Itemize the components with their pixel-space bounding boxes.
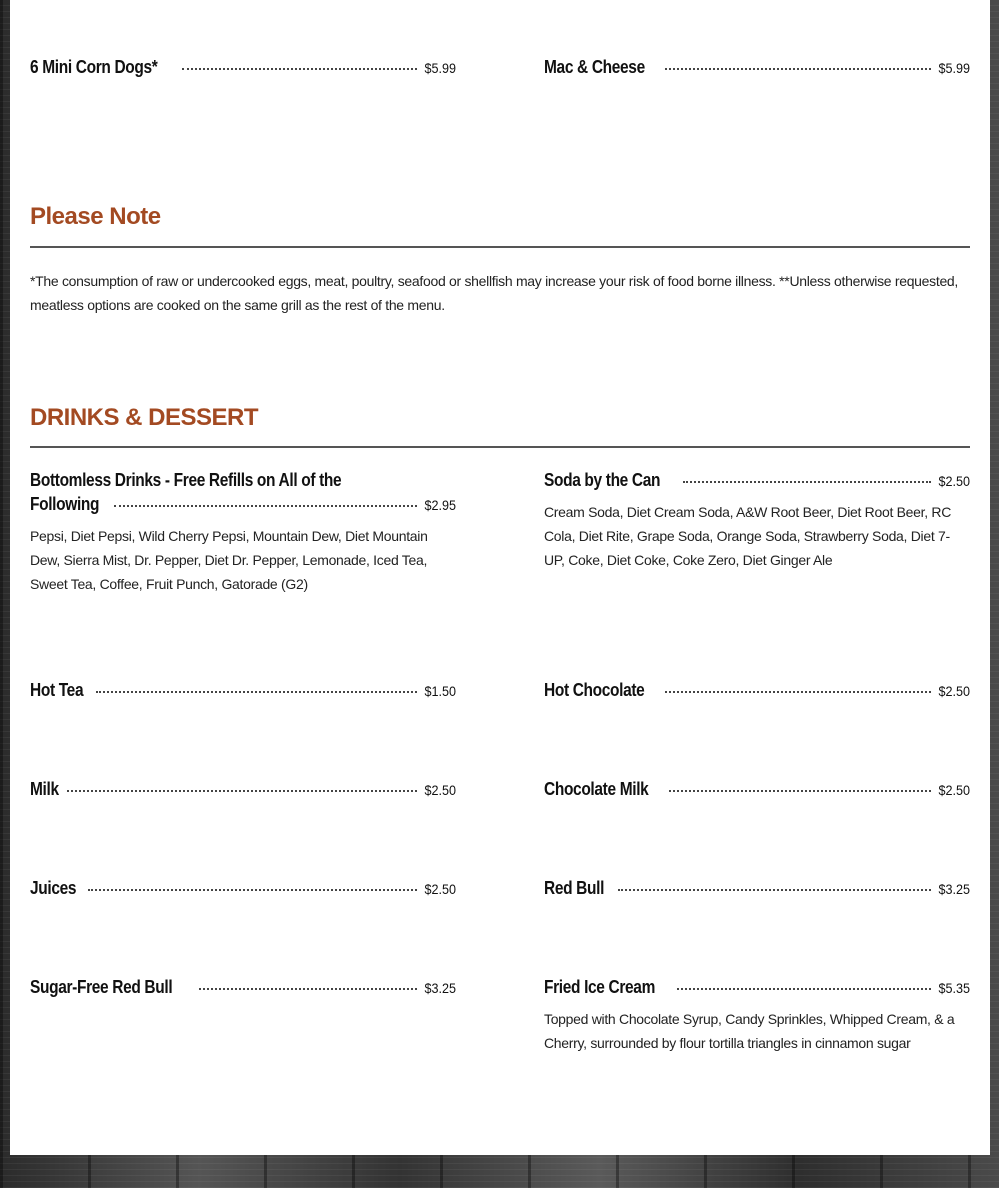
- item-price: $5.35: [938, 980, 970, 996]
- item-name: Hot Chocolate: [544, 680, 645, 700]
- menu-item: [30, 977, 456, 998]
- menu-item: [30, 470, 456, 596]
- item-name: Chocolate Milk: [544, 779, 649, 799]
- dot-leader: [618, 889, 931, 891]
- item-name: Mac & Cheese: [544, 57, 645, 77]
- item-description: Topped with Chocolate Syrup, Candy Sprinkles, Whipped Cream, & a Cherry, surrounded by flour tortilla triangles in cinnamon sugar: [544, 1011, 955, 1051]
- item-name: Juices: [30, 878, 77, 898]
- dot-leader: [665, 68, 931, 70]
- item-name: Red Bull: [544, 878, 605, 898]
- dot-leader: [96, 691, 417, 693]
- dot-leader: [114, 505, 417, 507]
- note-text: *The consumption of raw or undercooked eggs, meat, poultry, seafood or shellfish may increase your risk of food borne illness. **Unless otherwise requested, meatless options are cooked on the same grill as the rest of the menu.: [30, 273, 958, 313]
- item-name: Fried Ice Cream: [544, 977, 655, 997]
- item-name: Milk: [30, 779, 59, 799]
- item-price: $2.50: [938, 473, 970, 489]
- item-name: Bottomless Drinks - Free Refills on All of the: [30, 470, 342, 490]
- item-name: Sugar-Free Red Bull: [30, 977, 173, 997]
- item-price: $3.25: [938, 881, 970, 897]
- menu-item: [30, 779, 456, 800]
- menu-item: [30, 680, 456, 701]
- dot-leader: [677, 988, 931, 990]
- dot-leader: [199, 988, 417, 990]
- item-description: Pepsi, Diet Pepsi, Wild Cherry Pepsi, Mountain Dew, Diet Mountain Dew, Sierra Mist, Dr. Pepper, Diet Dr. Pepper, Lemonade, Iced Tea, Sweet Tea, Coffee, Fruit Punch, Gatorade (G2): [30, 528, 428, 592]
- item-price: $5.99: [424, 60, 456, 76]
- menu-item: [544, 878, 970, 899]
- item-price: $2.50: [424, 782, 456, 798]
- section-divider: [30, 246, 970, 248]
- item-price: $3.25: [424, 980, 456, 996]
- menu-item: [30, 878, 456, 899]
- item-name: Hot Tea: [30, 680, 84, 700]
- menu-item: [544, 57, 970, 78]
- dot-leader: [683, 481, 931, 483]
- section-title-please-note: Please Note: [30, 203, 161, 230]
- section-divider: [30, 446, 970, 448]
- item-price: $2.50: [938, 782, 970, 798]
- section-title-drinks-dessert: DRINKS & DESSERT: [30, 404, 259, 431]
- menu-item: [544, 680, 970, 701]
- item-name: Soda by the Can: [544, 470, 661, 490]
- item-price: $1.50: [424, 683, 456, 699]
- item-price: $2.50: [424, 881, 456, 897]
- menu-item: [544, 470, 970, 572]
- dot-leader: [88, 889, 417, 891]
- menu-item: [544, 779, 970, 800]
- item-description: Cream Soda, Diet Cream Soda, A&W Root Beer, Diet Root Beer, RC Cola, Diet Rite, Grape Soda, Orange Soda, Strawberry Soda, Diet 7-UP, Coke, Diet Coke, Coke Zero, Diet Ginger Ale: [544, 504, 952, 568]
- item-name: 6 Mini Corn Dogs*: [30, 57, 158, 77]
- dot-leader: [669, 790, 931, 792]
- menu-page: [10, 0, 990, 1155]
- dot-leader: [182, 68, 417, 70]
- menu-item: [30, 57, 456, 78]
- dot-leader: [665, 691, 931, 693]
- item-price: $5.99: [938, 60, 970, 76]
- menu-item: [544, 977, 970, 1055]
- dot-leader: [67, 790, 417, 792]
- item-price: $2.50: [938, 683, 970, 699]
- item-name-cont: Following: [30, 494, 100, 514]
- item-price: $2.95: [424, 497, 456, 513]
